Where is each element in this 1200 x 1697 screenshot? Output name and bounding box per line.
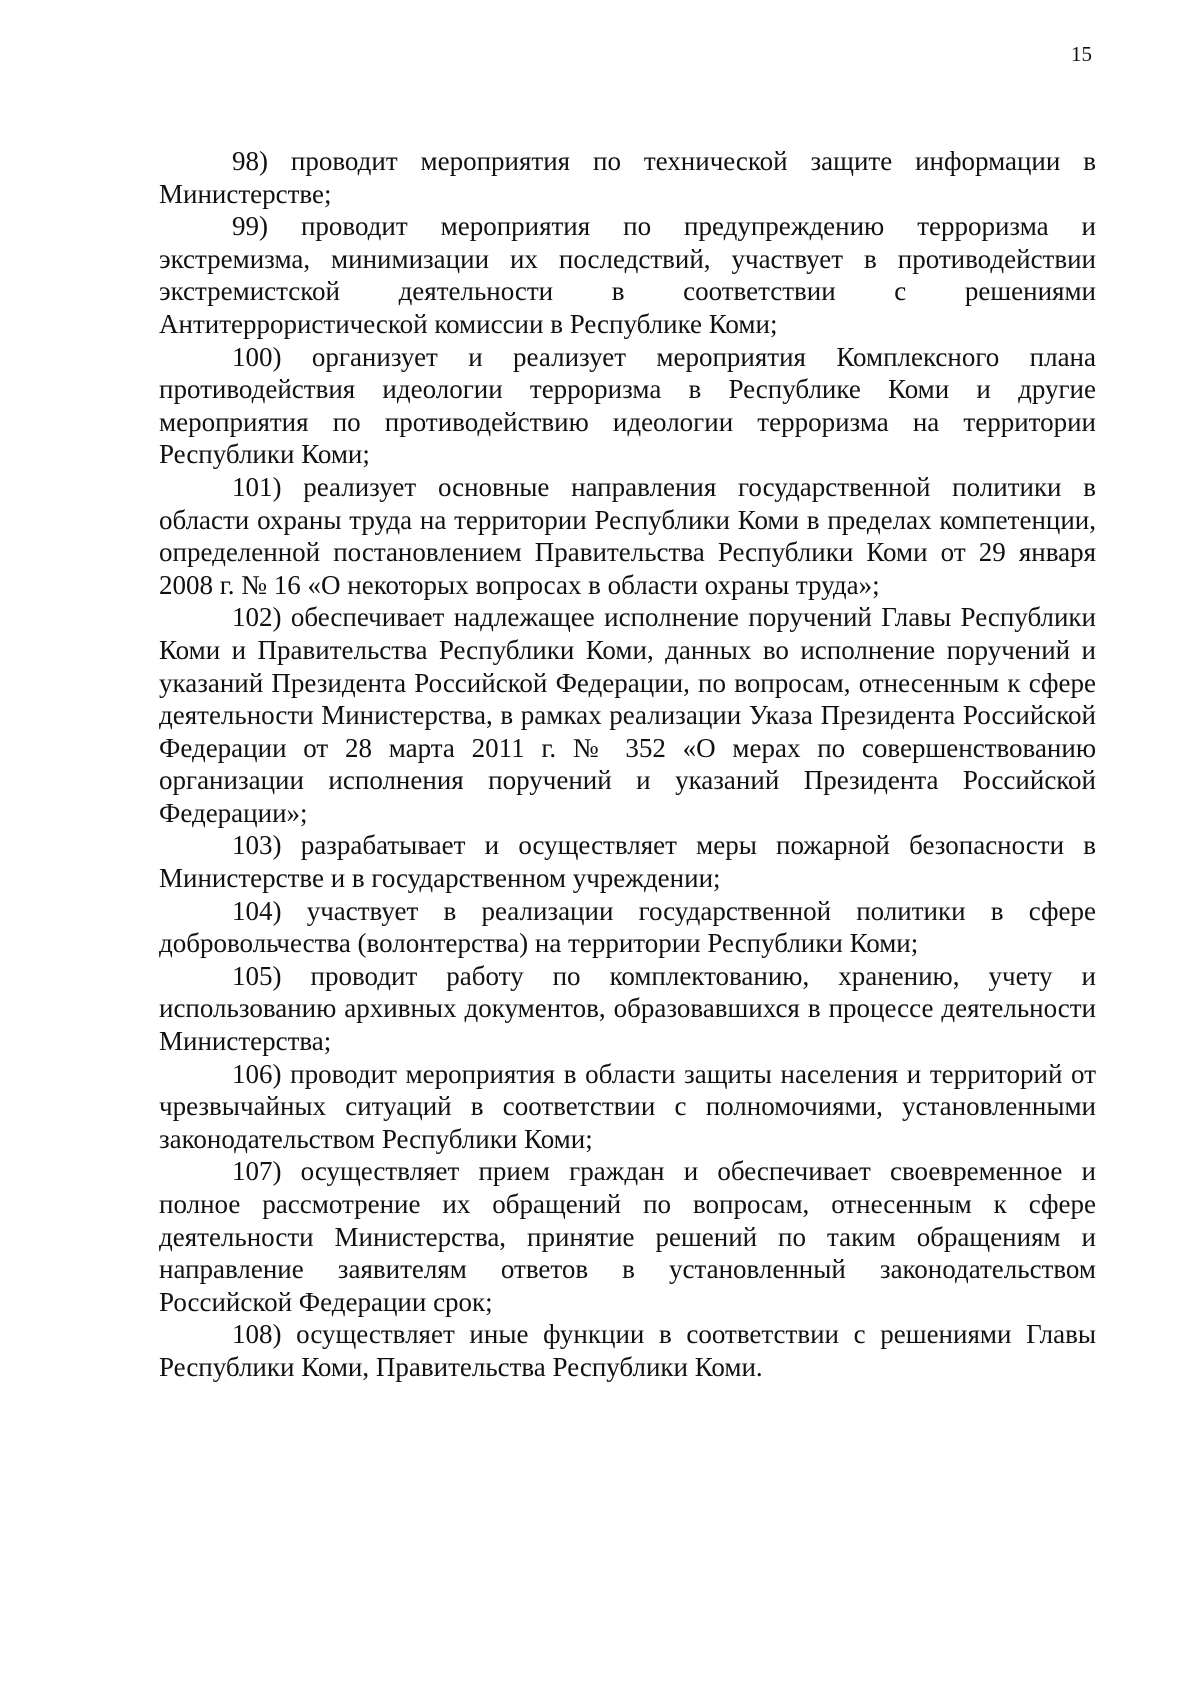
paragraph-100: 100) организует и реализует мероприятия Комплексного плана противодействия идеологии терроризма в Республике Коми и другие мероприятия по противодействию идеологии терроризма на территории Республики Коми;: [159, 341, 1096, 470]
paragraph-99: 99) проводит мероприятия по предупреждению терроризма и экстремизма, минимизации их последствий, участвует в противодействии экстремистской деятельности в соответствии с решениями Антитеррористической комиссии в Республике Коми;: [159, 211, 1096, 339]
paragraph-102: 102) обеспечивает надлежащее исполнение поручений Главы Республики Коми и Правительства Республики Коми, данных во исполнение поручений и указаний Президента Российской Федерации, по вопросам, отнесенным к сфере деятельности Министерства, в рамках реализации Указа Президента Российской Федерации от 28 марта 2011 г. № 352 «О мерах по совершенствованию организации исполнения поручений и указаний Президента Российской Федерации»;: [159, 602, 1096, 828]
paragraph-108: 108) осуществляет иные функции в соответствии с решениями Главы Республики Коми, Правительства Республики Коми.: [159, 1319, 1096, 1382]
paragraph-103: 103) разрабатывает и осуществляет меры пожарной безопасности в Министерстве и в государственном учреждении;: [159, 830, 1096, 894]
paragraph-101: 101) реализует основные направления государственной политики в области охраны труда на территории Республики Коми в пределах компетенции, определенной постановлением Правительства Республики Коми от 29 января 2008 г. № 16 «О некоторых вопросах в области охраны труда»;: [159, 471, 1096, 600]
paragraph-105: 105) проводит работу по комплектованию, хранению, учету и использованию архивных документов, образовавшихся в процессе деятельности Министерства;: [159, 960, 1096, 1057]
document-body: [159, 145, 1096, 1384]
paragraph-104: 104) участвует в реализации государственной политики в сфере добровольчества (волонтерства) на территории Республики Коми;: [159, 895, 1096, 959]
paragraph-106: 106) проводит мероприятия в области защиты населения и территорий от чрезвычайных ситуаций в соответствии с полномочиями, установленными законодательством Республики Коми;: [159, 1058, 1096, 1154]
paragraph-98: 98) проводит мероприятия по технической защите информации в Министерстве;: [159, 146, 1096, 209]
paragraph-107: 107) осуществляет прием граждан и обеспечивает своевременное и полное рассмотрение их обращений по вопросам, отнесенным к сфере деятельности Министерства, принятие решений по таким обращениям и направление заявителям ответов в установленный законодательством Российской Федерации срок;: [159, 1156, 1096, 1317]
page-number: 15: [1071, 42, 1092, 66]
